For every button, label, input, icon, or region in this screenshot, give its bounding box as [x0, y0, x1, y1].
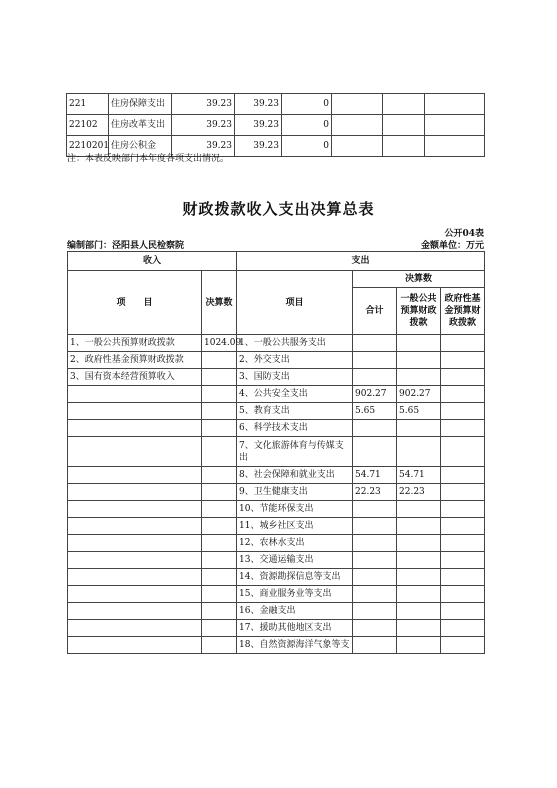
expense-item-cell: 10、节能环保支出: [237, 501, 353, 518]
cell-c2: 39.23: [235, 136, 282, 157]
expense-general-cell: [397, 369, 441, 386]
expense-total-cell: 902.27: [353, 386, 397, 403]
expense-total-cell: [353, 620, 397, 637]
fiscal-appropriation-summary-table: [67, 251, 485, 654]
income-item-cell: [68, 552, 202, 569]
table-row: [68, 603, 485, 620]
expense-item-cell: 4、公共安全支出: [237, 386, 353, 403]
income-amount-cell: [202, 501, 237, 518]
table-row: [68, 586, 485, 603]
cell-e3: [425, 94, 485, 115]
expense-total-cell: [353, 501, 397, 518]
cell-e3: [425, 115, 485, 136]
cell-c2: 39.23: [235, 115, 282, 136]
expense-fund-cell: [441, 586, 485, 603]
expense-total-cell: [353, 552, 397, 569]
cell-e2: [383, 115, 425, 136]
expense-fund-cell: [441, 369, 485, 386]
expense-fund-cell: [441, 569, 485, 586]
expense-item-cell: 7、文化旅游体育与传媒支出: [237, 437, 353, 467]
expense-fund-cell: [441, 420, 485, 437]
income-amount-cell: [202, 420, 237, 437]
expense-fund-cell: [441, 535, 485, 552]
income-amount-cell: [202, 586, 237, 603]
expense-item-cell: 14、资源勘探信息等支出: [237, 569, 353, 586]
expense-item-cell: 15、商业服务业等支出: [237, 586, 353, 603]
cell-e2: [383, 136, 425, 157]
expense-item-cell: 12、农林水支出: [237, 535, 353, 552]
expense-total-cell: [353, 335, 397, 352]
table-row: [68, 467, 485, 484]
compiling-department: 编制部门：泾阳县人民检察院: [67, 241, 185, 251]
income-item-cell: [68, 420, 202, 437]
expense-general-cell: [397, 335, 441, 352]
expense-item-cell: 18、自然资源海洋气象等支: [237, 637, 353, 654]
expense-fund-cell: [441, 501, 485, 518]
cell-c1: 39.23: [172, 94, 235, 115]
expense-general-cell: [397, 501, 441, 518]
expense-fund-cell: [441, 620, 485, 637]
table-note: 注：本表反映部门本年度各项支出情况。: [67, 154, 230, 164]
expense-fund-cell: [441, 352, 485, 369]
expense-item-cell: 6、科学技术支出: [237, 420, 353, 437]
expense-total-cell: [353, 586, 397, 603]
expense-item-cell: 2、外交支出: [237, 352, 353, 369]
expense-total-cell: [353, 420, 397, 437]
income-amount-cell: [202, 484, 237, 501]
expense-general-cell: [397, 569, 441, 586]
cell-e3: [425, 136, 485, 157]
expense-general-cell: [397, 637, 441, 654]
income-amount-cell: [202, 620, 237, 637]
expense-item-cell: 9、卫生健康支出: [237, 484, 353, 501]
total-header: 合计: [353, 288, 397, 335]
cell-name: 住房公积金: [109, 136, 172, 157]
cell-e1: [332, 115, 383, 136]
cell-c3: 0: [282, 136, 332, 157]
expense-general-cell: 5.65: [397, 403, 441, 420]
expense-fund-cell: [441, 467, 485, 484]
table-row: [68, 620, 485, 637]
expense-amount-header: 决算数: [353, 271, 485, 288]
expense-item-cell: 16、金融支出: [237, 603, 353, 620]
general-budget-header: 一般公共预算财政拨款: [397, 288, 441, 335]
income-amount-cell: [202, 603, 237, 620]
table-row: [68, 637, 485, 654]
table-row: [68, 403, 485, 420]
table-row: [68, 352, 485, 369]
income-amount-cell: [202, 569, 237, 586]
expense-total-cell: 54.71: [353, 467, 397, 484]
cell-c1: 39.23: [172, 115, 235, 136]
expense-fund-cell: [441, 484, 485, 501]
table-row: [68, 518, 485, 535]
income-item-cell: [68, 518, 202, 535]
expense-fund-cell: [441, 518, 485, 535]
income-amount-cell: [202, 552, 237, 569]
expense-general-cell: [397, 518, 441, 535]
income-header: 收入: [68, 252, 237, 271]
income-amount-cell: [202, 535, 237, 552]
income-amount-header: 决算数: [202, 271, 237, 335]
expense-general-cell: [397, 586, 441, 603]
expense-fund-cell: [441, 437, 485, 467]
income-item-cell: [68, 620, 202, 637]
income-amount-cell: [202, 386, 237, 403]
income-amount-cell: [202, 467, 237, 484]
income-item-cell: [68, 586, 202, 603]
expense-item-cell: 13、交通运输支出: [237, 552, 353, 569]
expense-total-cell: [353, 369, 397, 386]
income-item-cell: [68, 603, 202, 620]
income-amount-cell: 1024.09: [202, 335, 237, 352]
table-row: [67, 94, 485, 115]
income-item-cell: 3、国有资本经营预算收入: [68, 369, 202, 386]
table-row: [68, 420, 485, 437]
expense-fund-cell: [441, 335, 485, 352]
cell-e2: [383, 94, 425, 115]
expense-item-cell: 17、援助其他地区支出: [237, 620, 353, 637]
income-amount-cell: [202, 369, 237, 386]
income-item-cell: 1、一般公共预算财政拨款: [68, 335, 202, 352]
cell-c3: 0: [282, 94, 332, 115]
expense-fund-cell: [441, 386, 485, 403]
cell-name: 住房改革支出: [109, 115, 172, 136]
unit-row: [67, 238, 484, 251]
income-item-cell: [68, 467, 202, 484]
expense-item-cell: 3、国防支出: [237, 369, 353, 386]
cell-name: 住房保障支出: [109, 94, 172, 115]
cell-e1: [332, 94, 383, 115]
gov-fund-header: 政府性基金预算财政拨款: [441, 288, 485, 335]
expense-item-cell: 11、城乡社区支出: [237, 518, 353, 535]
table-row: [68, 386, 485, 403]
expense-general-cell: [397, 437, 441, 467]
income-item-cell: 2、政府性基金预算财政拨款: [68, 352, 202, 369]
income-item-cell: [68, 501, 202, 518]
income-amount-cell: [202, 637, 237, 654]
income-amount-cell: [202, 403, 237, 420]
expense-fund-cell: [441, 403, 485, 420]
expense-item-cell: 1、一般公共服务支出: [237, 335, 353, 352]
table-row: [68, 484, 485, 501]
page-title: 财政拨款收入支出决算总表: [182, 200, 375, 218]
expense-total-cell: [353, 518, 397, 535]
expense-total-cell: [353, 637, 397, 654]
expense-item-cell: 5、教育支出: [237, 403, 353, 420]
income-item-cell: [68, 386, 202, 403]
expense-fund-cell: [441, 637, 485, 654]
income-item-header: 项 目: [68, 271, 202, 335]
expense-total-cell: [353, 603, 397, 620]
income-item-cell: [68, 403, 202, 420]
expense-item-cell: 8、社会保障和就业支出: [237, 467, 353, 484]
expense-general-cell: [397, 420, 441, 437]
cell-code: 221: [67, 94, 109, 115]
expense-general-cell: 22.23: [397, 484, 441, 501]
expense-fund-cell: [441, 552, 485, 569]
income-item-cell: [68, 437, 202, 467]
expense-item-header: 项目: [237, 271, 353, 335]
table-row: [68, 569, 485, 586]
expense-total-cell: [353, 352, 397, 369]
cell-e1: [332, 136, 383, 157]
table-row: [67, 115, 485, 136]
expenditure-detail-table: [66, 93, 485, 157]
expense-general-cell: [397, 552, 441, 569]
table-row: [68, 501, 485, 518]
expense-total-cell: [353, 437, 397, 467]
table-row: [68, 335, 485, 352]
table-row: [68, 369, 485, 386]
expense-header: 支出: [237, 252, 485, 271]
cell-code: 2210201: [67, 136, 109, 157]
cell-c3: 0: [282, 115, 332, 136]
amount-unit: 金额单位：万元: [420, 241, 484, 251]
income-item-cell: [68, 484, 202, 501]
expense-total-cell: [353, 569, 397, 586]
expense-general-cell: [397, 535, 441, 552]
income-amount-cell: [202, 437, 237, 467]
expense-general-cell: 902.27: [397, 386, 441, 403]
income-item-cell: [68, 535, 202, 552]
cell-c2: 39.23: [235, 94, 282, 115]
expense-general-cell: [397, 620, 441, 637]
table-row: [68, 552, 485, 569]
form-number: 公开04表: [444, 229, 484, 239]
expense-general-cell: 54.71: [397, 467, 441, 484]
income-item-cell: [68, 569, 202, 586]
expense-total-cell: 5.65: [353, 403, 397, 420]
cell-code: 22102: [67, 115, 109, 136]
cell-c1: 39.23: [172, 136, 235, 157]
income-amount-cell: [202, 518, 237, 535]
expense-fund-cell: [441, 603, 485, 620]
income-amount-cell: [202, 352, 237, 369]
table-row: [68, 437, 485, 467]
expense-general-cell: [397, 603, 441, 620]
expense-general-cell: [397, 352, 441, 369]
expense-total-cell: [353, 535, 397, 552]
table-row: [68, 535, 485, 552]
income-item-cell: [68, 637, 202, 654]
expense-total-cell: 22.23: [353, 484, 397, 501]
